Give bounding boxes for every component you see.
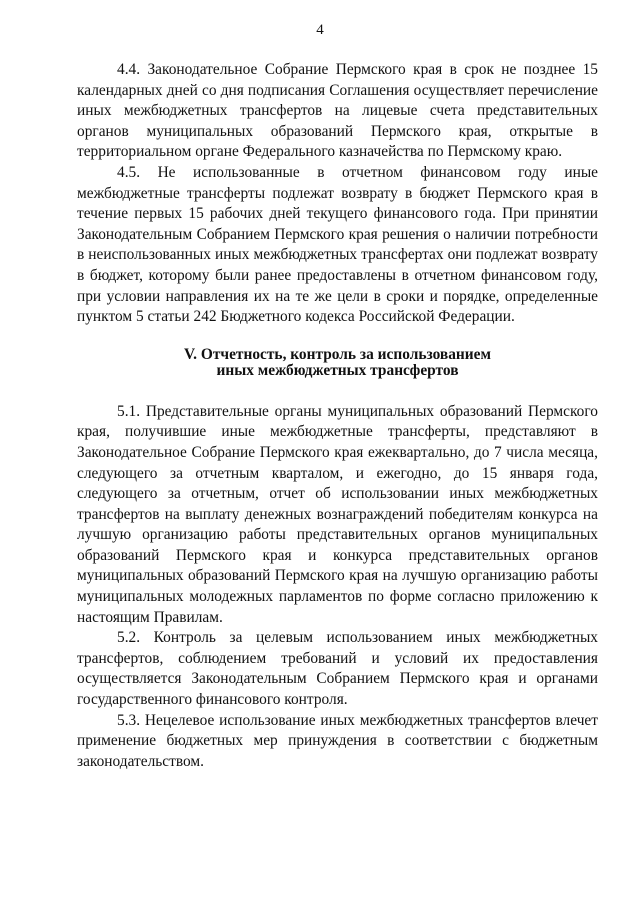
section-heading-line-2: иных межбюджетных трансфертов [216, 361, 459, 379]
document-body [77, 60, 598, 772]
paragraph-5-1: 5.1. Представительные органы муниципальных образований Пермского края, получившие иные межбюджетные трансферты, представляют в Законодательное Собрание Пермского края ежеквартально, до 7 числа месяца, следующего за отчетным кварталом, и ежегодно, до 15 января года, следующего за отчетным, отчет об использовании иных межбюджетных трансфертов на выплату денежных вознаграждений победителям конкурса на лучшую организацию работы представительных органов муниципальных образований Пермского края и конкурса представительных органов муниципальных образований Пермского края на лучшую организацию работы муниципальных молодежных парламентов по форме согласно приложению к настоящим Правилам. [77, 402, 598, 626]
paragraph-4-4: 4.4. Законодательное Собрание Пермского края в срок не позднее 15 календарных дней со дня подписания Соглашения осуществляет перечисление иных межбюджетных трансфертов на лицевые счета представительных органов муниципальных образований Пермского края, открытые в территориальном органе Федерального казначейства по Пермскому краю. [77, 61, 598, 161]
paragraph-5-3: 5.3. Нецелевое использование иных межбюджетных трансфертов влечет применение бюджетных мер принуждения в соответствии с бюджетным законодательством. [77, 711, 598, 770]
paragraph-5-2: 5.2. Контроль за целевым использованием иных межбюджетных трансфертов, соблюдением требований и условий их предоставления осуществляется Законодательным Собранием Пермского края и органами государственного финансового контроля. [77, 629, 598, 709]
page-number: 4 [316, 22, 324, 38]
paragraph-4-5: 4.5. Не использованные в отчетном финансовом году иные межбюджетные трансферты подлежат возврату в бюджет Пермского края в течение первых 15 рабочих дней текущего финансового года. При принятии Законодательным Собранием Пермского края решения о наличии потребности в неиспользованных иных межбюджетных трансфертах они подлежат возврату в бюджет, которому были ранее предоставлены в отчетном финансовом году, при условии направления их на те же цели в сроки и порядке, определенные пунктом 5 статьи 242 Бюджетного кодекса Российской Федерации. [77, 163, 598, 326]
section-heading-line-1: V. Отчетность, контроль за использованием [184, 345, 491, 363]
section-heading [77, 347, 598, 379]
